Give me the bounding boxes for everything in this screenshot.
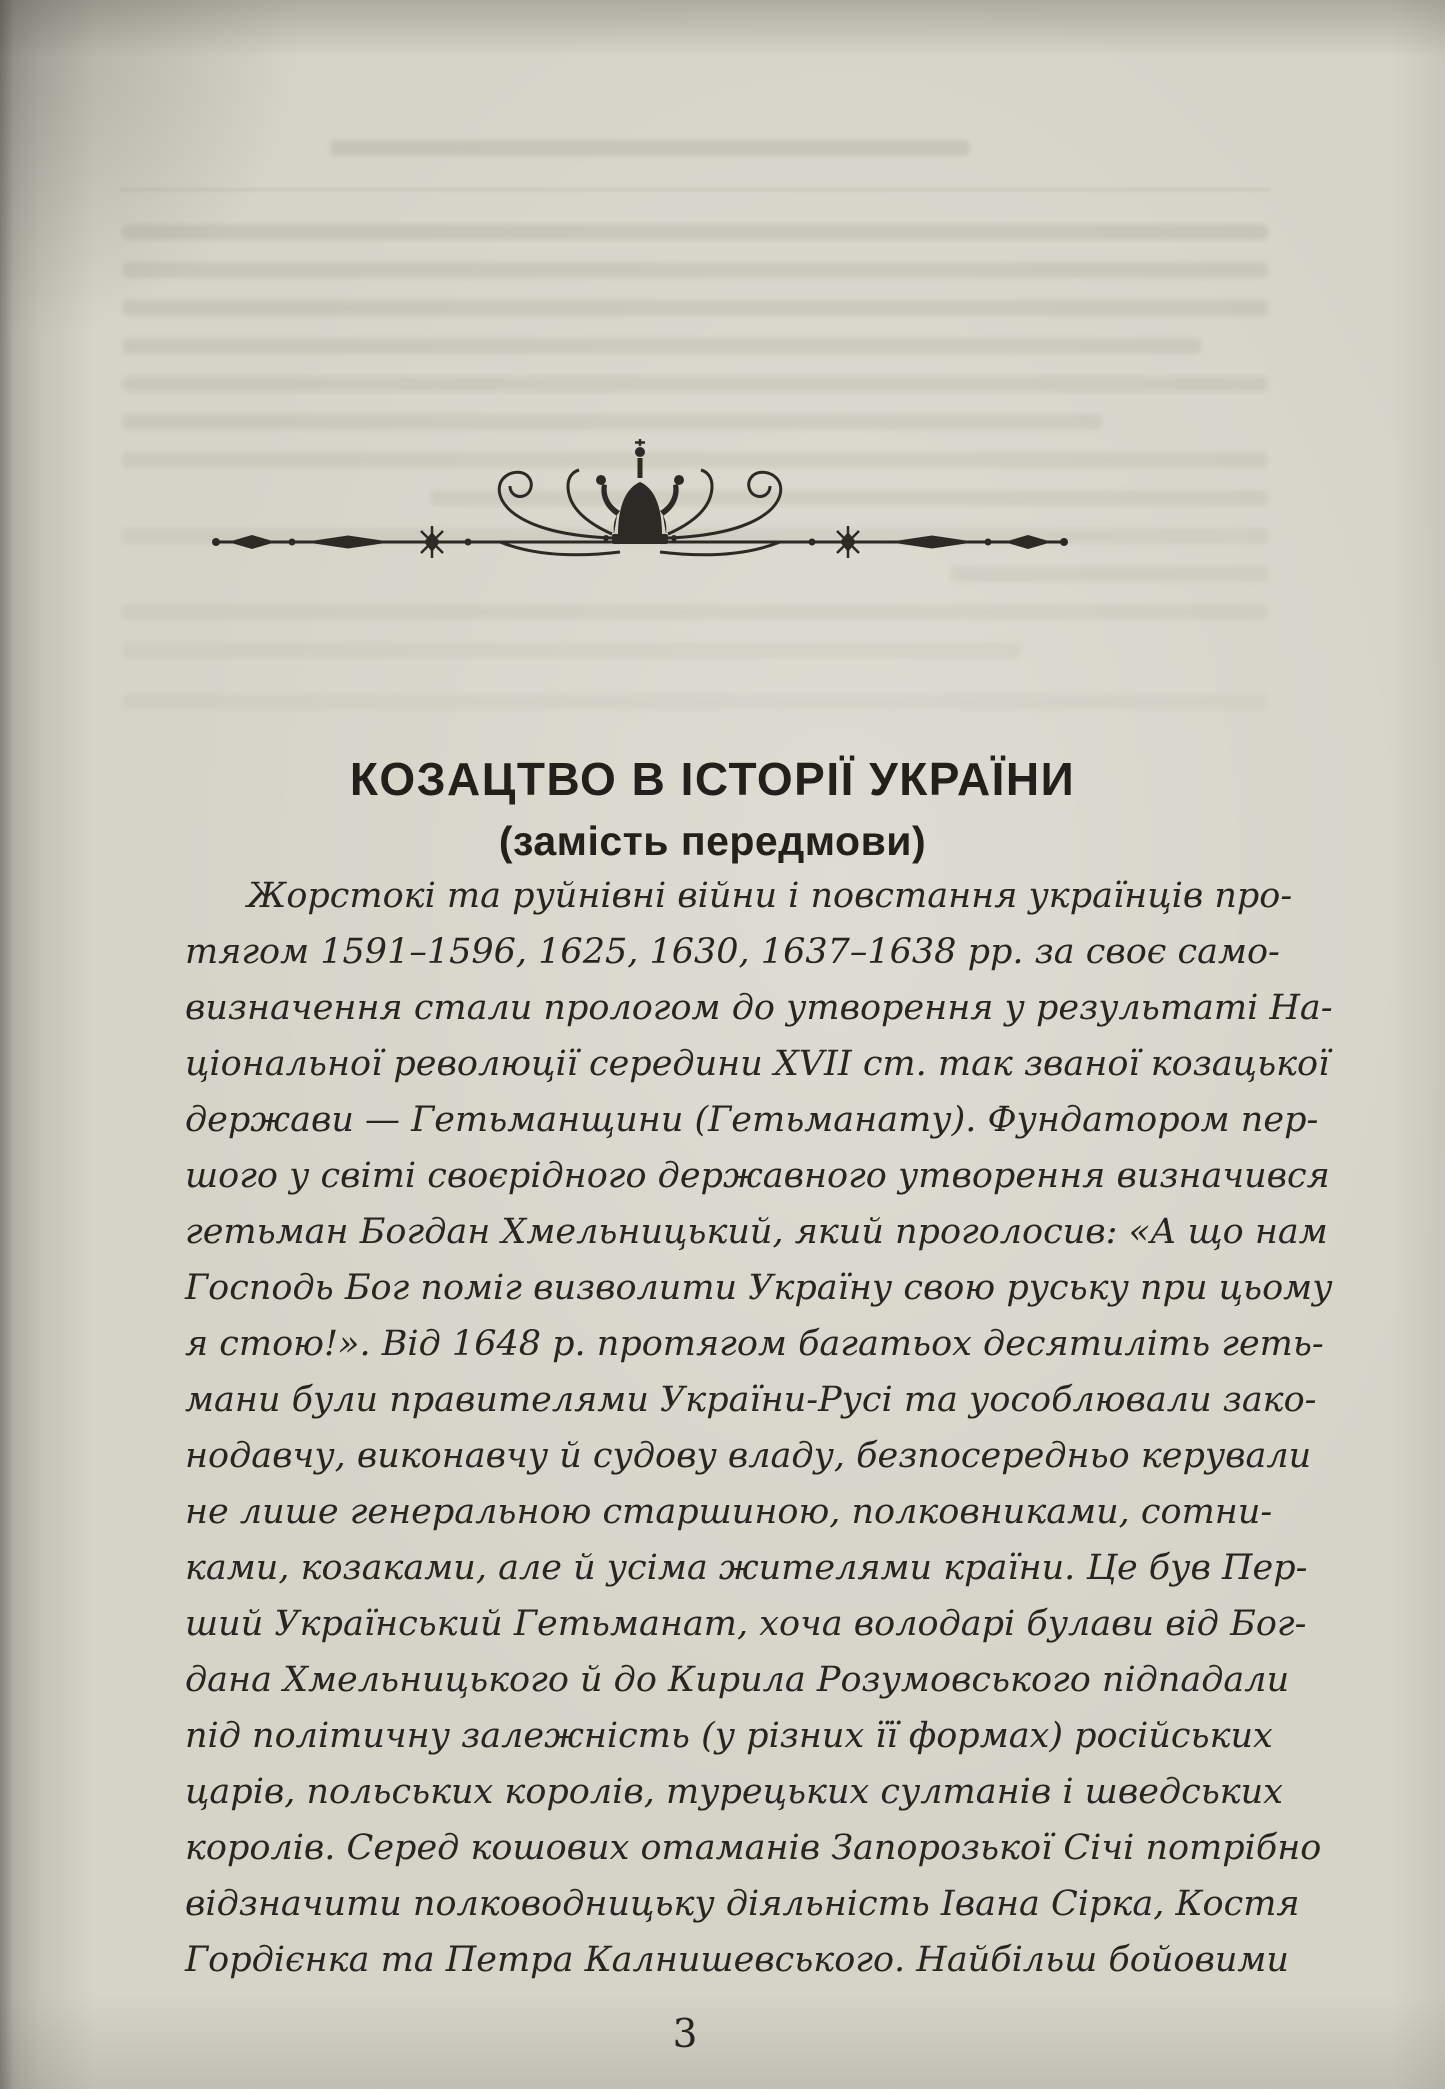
body-line: я стою!». Від 1648 р. протягом багатьох десятиліть геть- bbox=[185, 1324, 1324, 1364]
bleedthrough-line bbox=[122, 642, 1022, 658]
body-line: королів. Серед кошових отаманів Запорозької Січі потрібно bbox=[185, 1828, 1322, 1868]
bleedthrough-line bbox=[122, 224, 1268, 240]
bleedthrough-line bbox=[122, 338, 1202, 354]
body-line: під політичну залежність (у різних її формах) російських bbox=[185, 1716, 1273, 1756]
body-line: ками, козаками, але й усіма жителями країни. Це був Пер- bbox=[185, 1548, 1308, 1588]
body-line: Гордієнка та Петра Калнишевського. Найбільш бойовими bbox=[185, 1940, 1289, 1980]
chapter-subtitle: (замість передмови) bbox=[498, 818, 927, 864]
bleedthrough-line bbox=[122, 262, 1268, 278]
bleedthrough-line bbox=[122, 604, 1268, 620]
bleedthrough-line bbox=[122, 694, 1268, 710]
chapter-title: КОЗАЦТВО В ІСТОРІЇ УКРАЇНИ bbox=[349, 753, 1076, 805]
body-line: Жорстокі та руйнівні війни і повстання українців про- bbox=[247, 876, 1293, 916]
crown-ornament bbox=[200, 438, 1080, 570]
body-line: Господь Бог поміг визволити Україну свою руську при цьому bbox=[185, 1268, 1333, 1308]
page-number: 3 bbox=[672, 2012, 698, 2057]
crown-icon bbox=[596, 447, 684, 544]
body-line: відзначити полководницьку діяльність Івана Сірка, Костя bbox=[185, 1884, 1300, 1924]
body-line: держави — Гетьманщини (Гетьманату). Фундатором пер- bbox=[185, 1100, 1319, 1140]
body-line: гетьман Богдан Хмельницький, який проголосив: «А що нам bbox=[185, 1212, 1328, 1252]
body-line: нодавчу, виконавчу й судову владу, безпосередньо керували bbox=[185, 1436, 1312, 1476]
bleedthrough-line bbox=[122, 414, 1102, 430]
body-line: визначення стали прологом до утворення у результаті На- bbox=[185, 988, 1333, 1028]
bleedthrough-rule bbox=[120, 188, 1270, 191]
body-line: дана Хмельницького й до Кирила Розумовського підпадали bbox=[185, 1660, 1290, 1700]
bleedthrough-line bbox=[330, 140, 970, 156]
body-line: ший Український Гетьманат, хоча володарі булави від Бог- bbox=[185, 1604, 1307, 1644]
body-line: мани були правителями України-Русі та уособлювали зако- bbox=[185, 1380, 1317, 1420]
body-line: ціональної революції середини XVII ст. так званої козацької bbox=[185, 1044, 1330, 1084]
bleedthrough-line bbox=[122, 300, 1268, 316]
body-line: царів, польських королів, турецьких султанів і шведських bbox=[185, 1772, 1283, 1812]
body-line: тягом 1591–1596, 1625, 1630, 1637–1638 рр. за своє само- bbox=[185, 932, 1280, 972]
chapter-heading bbox=[185, 752, 1240, 865]
body-line: не лише генеральною старшиною, полковниками, сотни- bbox=[185, 1492, 1273, 1532]
body-line: шого у світі своєрідного державного утворення визначився bbox=[185, 1156, 1330, 1196]
bleedthrough-line bbox=[122, 376, 1268, 392]
crown-cross bbox=[635, 439, 645, 446]
body-paragraph bbox=[185, 868, 1333, 1988]
